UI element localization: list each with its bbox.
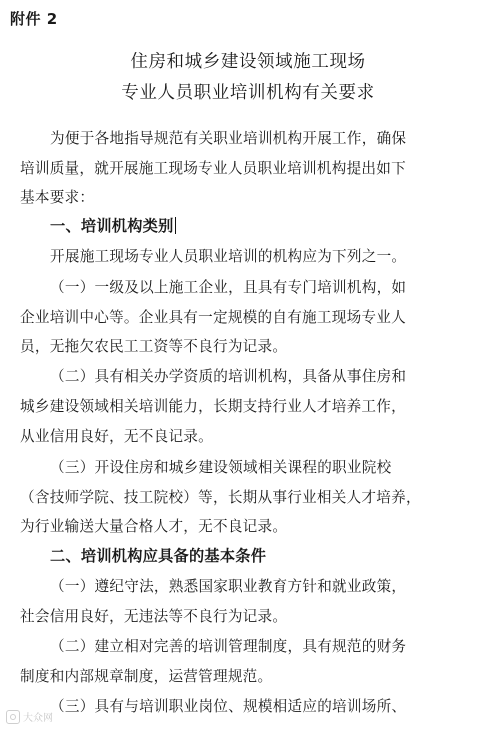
item-1-2-line-1: （二）具有相关办学资质的培训机构，具备从事住房和 xyxy=(50,368,407,385)
section-2-heading: 二、培训机构应具备的基本条件 xyxy=(50,547,267,565)
intro-line-2: 培训质量，就开展施工现场专业人员职业培训机构提出如下 xyxy=(20,160,406,177)
item-1-3-line-3: 为行业输送大量合格人才，无不良记录。 xyxy=(20,518,288,535)
item-1-1-line-1: （一）一级及以上施工企业，且具有专门培训机构，如 xyxy=(50,279,407,296)
section-1-lead: 开展施工现场专业人员职业培训的机构应为下列之一。 xyxy=(50,248,407,265)
item-2-1-line-1: （一）遵纪守法，熟悉国家职业教育方针和就业政策， xyxy=(50,578,407,595)
section-1-heading xyxy=(50,215,176,236)
intro-line-3: 基本要求： xyxy=(20,189,95,206)
watermark-text: 大众网 xyxy=(23,713,53,724)
annex-label: 附件 2 xyxy=(10,10,58,28)
watermark xyxy=(6,709,53,724)
section-1-heading-text: 一、培训机构类别 xyxy=(50,217,174,235)
intro-line-1: 为便于各地指导规范有关职业培训机构开展工作，确保 xyxy=(50,130,407,147)
item-2-1-line-2: 社会信用良好，无违法等不良行为记录。 xyxy=(20,608,288,625)
item-1-1-line-2: 企业培训中心等。企业具有一定规模的自有施工现场专业人 xyxy=(20,309,406,326)
item-1-3-line-2: （含技师学院、技工院校）等，长期从事行业相关人才培养， xyxy=(20,489,421,506)
item-1-1-line-3: 员，无拖欠农民工工资等不良行为记录。 xyxy=(20,338,288,355)
document-title-line-2: 专业人员职业培训机构有关要求 xyxy=(121,83,375,103)
item-1-2-line-2: 城乡建设领域相关培训能力，长期支持行业人才培养工作， xyxy=(20,398,406,415)
camera-logo-icon xyxy=(6,710,20,724)
text-cursor xyxy=(175,217,176,234)
item-2-2-line-2: 制度和内部规章制度，运营管理规范。 xyxy=(20,668,273,685)
document-title-line-1: 住房和城乡建设领域施工现场 xyxy=(130,52,366,72)
item-2-3-line-1: （三）具有与培训职业岗位、规模相适应的培训场所、 xyxy=(50,698,407,715)
item-1-2-line-3: 从业信用良好，无不良记录。 xyxy=(20,428,213,445)
item-2-2-line-1: （二）建立相对完善的培训管理制度，具有规范的财务 xyxy=(50,638,407,655)
item-1-3-line-1: （三）开设住房和城乡建设领域相关课程的职业院校 xyxy=(50,459,392,476)
